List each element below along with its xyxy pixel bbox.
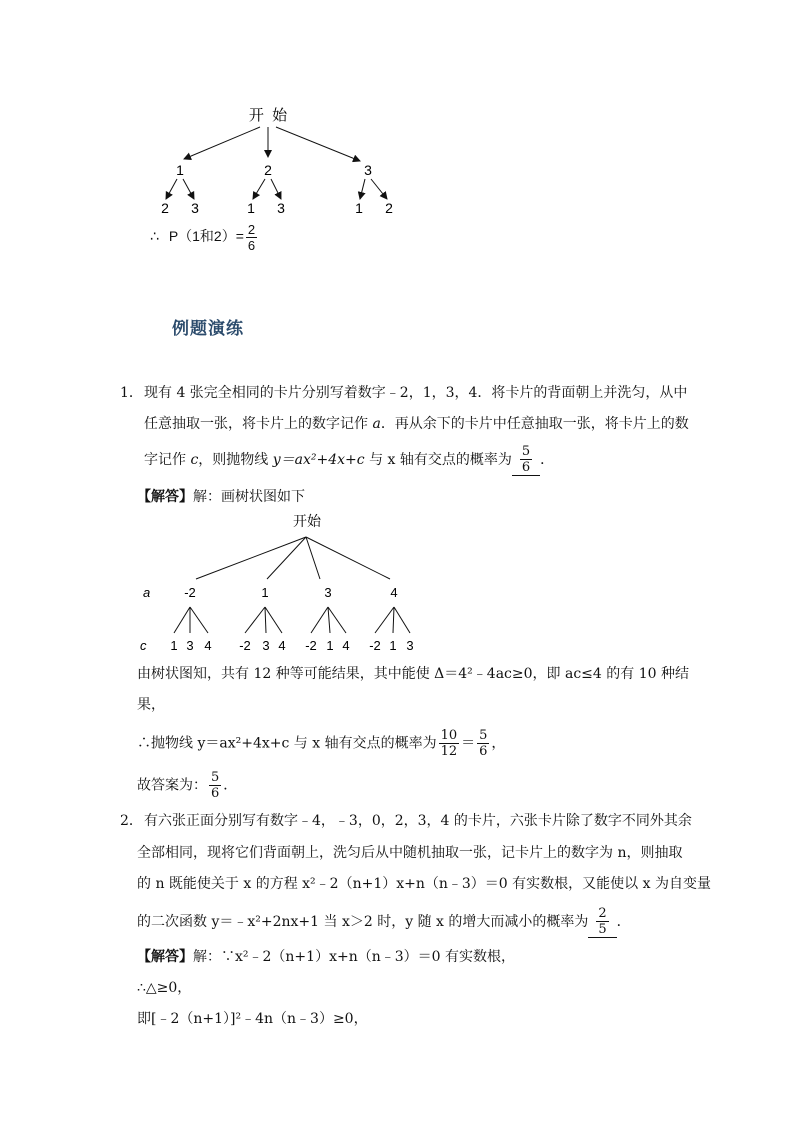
tree1-leaf: 3: [191, 200, 199, 216]
sol1-text2: 果，: [137, 697, 165, 713]
tree2-c-node: -2: [369, 638, 381, 653]
tree1-leaf: 2: [385, 200, 393, 216]
fraction-num: 2: [247, 222, 256, 237]
fraction-num: 5: [211, 770, 220, 785]
tree2-c-node: -2: [239, 638, 251, 653]
fraction-den: 6: [211, 786, 220, 801]
sol2-line1: [137, 947, 515, 967]
q2-line2: 全部相同，现将它们背面朝上，洗匀后从中随机抽取一张，记卡片上的数字为 n，则抽取: [137, 845, 683, 861]
tree1-leaf: 1: [355, 200, 363, 216]
q1-period: ．: [540, 452, 555, 468]
row-c-label: c: [140, 638, 147, 653]
sol1-text3-pre: ∴抛物线 y＝ax²+4x+c 与 x 轴有交点的概率为: [137, 735, 437, 752]
probability-fraction: [246, 222, 257, 253]
q2-line1: 有六张正面分别写有数字﹣4，﹣3，0，2，3，4 的卡片，六张卡片除了数字不同外其余: [144, 813, 692, 829]
sol1-text3: [137, 728, 505, 759]
sol2-line3: 即[﹣2（n+1）]²﹣4n（n﹣3）≥0，: [137, 1011, 368, 1027]
tree1-leaf: 1: [247, 200, 255, 216]
probability-result: [150, 222, 259, 253]
q1-line3-text: ，则抛物线: [198, 452, 273, 468]
comma: ，: [491, 735, 506, 752]
q1-line3-text: 字记作: [144, 452, 191, 468]
therefore-symbol: ∴: [150, 228, 159, 245]
tree-diagram-1: [150, 95, 430, 220]
fraction-num: 10: [440, 728, 458, 743]
tree2-c-node: 1: [326, 638, 334, 653]
fraction-den: 6: [479, 744, 488, 759]
q2-line4: [137, 906, 631, 938]
q2-answer-blank: [588, 906, 616, 938]
sol1-intro-text: 解：画树状图如下: [193, 489, 305, 505]
probability-expr: P（1和2）=: [168, 228, 244, 245]
tree2-c-node: 4: [204, 638, 212, 653]
solution-label: 【解答】: [137, 949, 193, 965]
fraction-num: 5: [479, 728, 488, 743]
tree2-a-node: 3: [324, 585, 332, 600]
tree-diagram-2: [130, 505, 430, 655]
fraction-num: 2: [598, 906, 607, 921]
section-title: 例题演练: [172, 319, 244, 339]
q2-number: 2．: [120, 813, 143, 829]
tree2-root: 开始: [293, 513, 321, 529]
tree1-node-2: 2: [264, 162, 272, 178]
sol2-line1-text: 解：∵x²﹣2（n+1）x+n（n﹣3）＝0 有实数根，: [193, 949, 515, 965]
var-c: c: [190, 452, 199, 468]
q1-line2: [144, 414, 689, 434]
q2-line3: 的 n 既能使关于 x 的方程 x²﹣2（n+1）x+n（n﹣3）＝0 有实数根，又能使以 x 为自变量: [137, 876, 711, 892]
sol2-line2: ∴△≥0，: [137, 980, 192, 996]
fraction-den: 12: [440, 744, 458, 759]
tree2-c-node: 1: [389, 638, 397, 653]
tree1-node-1: 1: [176, 162, 184, 178]
var-a: a: [372, 416, 381, 432]
tree1-node-3: 3: [364, 162, 372, 178]
tree2-c-node: 3: [186, 638, 194, 653]
solution-label: 【解答】: [137, 489, 193, 505]
row-a-label: a: [143, 585, 151, 600]
sol1-text1: 由树状图知，共有 12 种等可能结果，其中能使 Δ＝4²﹣4ac≥0，即 ac≤4 的有 10 种结: [137, 666, 689, 682]
q1-answer-blank: [512, 444, 540, 476]
parabola-expr: y＝ax²+4x+c: [272, 452, 365, 468]
q2-line4-text: 的二次函数 y＝﹣x²+2nx+1 当 x＞2 时，y 随 x 的增大而减小的概率为: [137, 914, 589, 930]
sol1-intro: [137, 487, 305, 507]
tree2-a-node: 1: [261, 585, 269, 600]
q1-line2-text: ．再从余下的卡片中任意抽取一张，将卡片上的数: [380, 416, 689, 432]
tree2-c-node: 4: [342, 638, 350, 653]
answer-prefix: 故答案为：: [137, 777, 207, 794]
q1-line3-text: 与 x 轴有交点的概率为: [364, 452, 512, 468]
fraction-den: 6: [247, 238, 256, 253]
q1-line2-text: 任意抽取一张，将卡片上的数字记作: [144, 416, 373, 432]
fraction-den: 6: [521, 460, 531, 475]
q1-line1: 现有 4 张完全相同的卡片分别写着数字﹣2，1，3，4．将卡片的背面朝上并洗匀，从中: [144, 385, 688, 401]
period: ．: [616, 914, 631, 930]
tree2-c-node: 1: [170, 638, 178, 653]
q1-number: 1．: [120, 385, 143, 401]
tree2-c-node: 4: [278, 638, 286, 653]
tree1-leaf: 3: [277, 200, 285, 216]
q1-line3: [144, 444, 554, 476]
tree1-root: 开 始: [248, 107, 288, 124]
tree2-a-node: 4: [390, 585, 398, 600]
tree2-c-node: 3: [406, 638, 414, 653]
tree2-c-node: 3: [262, 638, 270, 653]
tree2-a-node: -2: [184, 585, 196, 600]
sol1-answer: [137, 770, 237, 801]
fraction-num: 5: [521, 444, 531, 459]
fraction-den: 5: [598, 922, 607, 937]
tree1-leaf: 2: [161, 200, 169, 216]
equals-sign: ＝: [461, 735, 476, 752]
tree2-c-node: -2: [305, 638, 317, 653]
period: ．: [223, 777, 238, 794]
